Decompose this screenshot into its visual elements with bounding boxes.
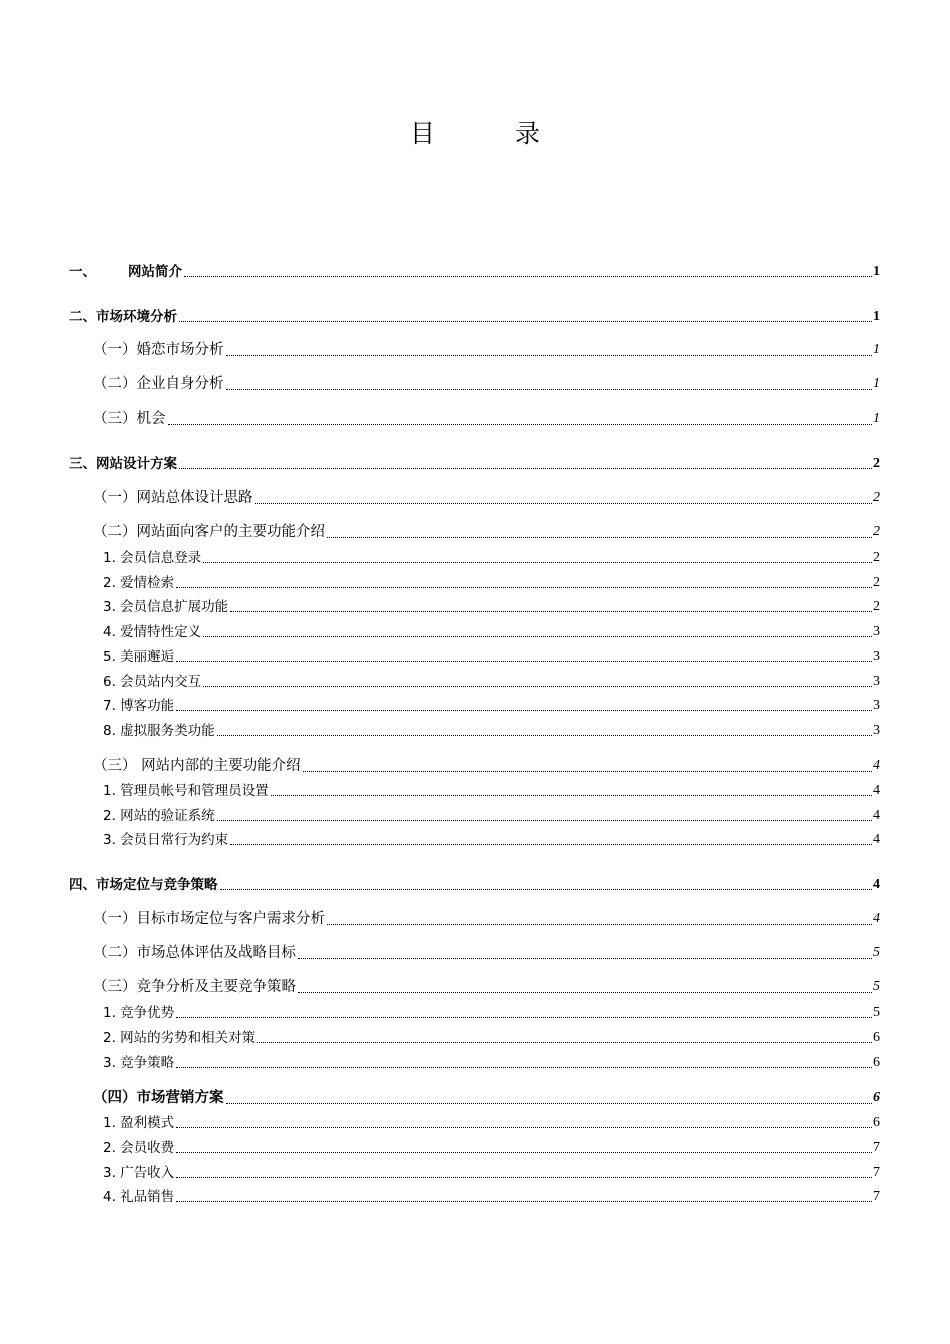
toc-leader-dots <box>220 889 873 890</box>
toc-entry[interactable] <box>103 807 880 825</box>
toc-entry-label: 8. 虚拟服务类功能 <box>103 723 215 739</box>
toc-page-number: 2 <box>873 575 880 590</box>
toc-page-number: 3 <box>873 649 880 664</box>
toc-entry-label: 2. 网站的劣势和相关对策 <box>103 1030 256 1046</box>
toc-page-number: 4 <box>873 758 880 773</box>
toc-entry-label: 3. 会员日常行为约束 <box>103 832 229 848</box>
toc-page-number: 2 <box>873 456 880 471</box>
toc-page-number: 3 <box>873 674 880 689</box>
toc-leader-dots <box>217 820 872 821</box>
toc-leader-dots <box>327 924 872 925</box>
toc-page-number: 6 <box>873 1030 880 1045</box>
toc-entry-label: 四、市场定位与竞争策略 <box>69 877 218 893</box>
toc-page-number: 5 <box>873 1005 880 1020</box>
toc-entry[interactable] <box>69 263 880 281</box>
page-title: 目 录 <box>410 119 576 148</box>
toc-entry[interactable] <box>103 1004 880 1022</box>
toc-leader-dots <box>176 661 872 662</box>
toc-page-number: 1 <box>873 342 880 357</box>
toc-leader-dots <box>230 844 872 845</box>
toc-entry-label: 4. 爱情特性定义 <box>103 624 202 640</box>
toc-leader-dots <box>217 735 872 736</box>
toc-page-number: 1 <box>873 264 880 279</box>
toc-entry-label: 6. 会员站内交互 <box>103 674 202 690</box>
toc-page-number: 4 <box>873 783 880 798</box>
toc-entry[interactable] <box>93 374 880 394</box>
toc-leader-dots <box>179 321 872 322</box>
toc-entry[interactable] <box>93 977 880 997</box>
toc-leader-dots <box>176 1017 872 1018</box>
toc-entry[interactable] <box>93 1088 880 1108</box>
toc-leader-dots <box>298 958 872 959</box>
toc-leader-dots <box>298 992 872 993</box>
toc-page-number: 6 <box>873 1055 880 1070</box>
toc-page-number: 4 <box>873 808 880 823</box>
toc-entry-label: （三）机会 <box>93 411 166 427</box>
toc-page-number: 4 <box>873 911 880 926</box>
toc-entry[interactable] <box>69 876 880 894</box>
toc-leader-dots <box>179 468 872 469</box>
toc-entry-label: （四）市场营销方案 <box>93 1090 224 1106</box>
toc-page-number: 5 <box>873 945 880 960</box>
toc-leader-dots <box>255 503 873 504</box>
toc-page-number: 7 <box>873 1140 880 1155</box>
toc-page-number: 3 <box>873 723 880 738</box>
toc-entry-label: 2. 会员收费 <box>103 1140 175 1156</box>
toc-entry-label: （二）网站面向客户的主要功能介绍 <box>93 524 325 540</box>
toc-page-number: 7 <box>873 1165 880 1180</box>
toc-entry[interactable] <box>103 831 880 849</box>
toc-entry[interactable] <box>103 648 880 666</box>
toc-entry-label: （二）企业自身分析 <box>93 376 224 392</box>
toc-page-number: 6 <box>873 1115 880 1130</box>
toc-entry-label: 3. 竞争策略 <box>103 1055 175 1071</box>
toc-page-number: 7 <box>873 1189 880 1204</box>
toc-leader-dots <box>176 1067 872 1068</box>
toc-entry[interactable] <box>103 1188 880 1206</box>
toc-entry[interactable] <box>69 308 880 326</box>
toc-leader-dots <box>230 611 872 612</box>
toc-entry[interactable] <box>93 756 880 776</box>
toc-entry-label: 2. 网站的验证系统 <box>103 808 215 824</box>
toc-entry-label: （三）竞争分析及主要竞争策略 <box>93 979 296 995</box>
toc-entry[interactable] <box>93 943 880 963</box>
toc-leader-dots <box>176 1127 872 1128</box>
toc-page-number: 1 <box>873 309 880 324</box>
toc-leader-dots <box>176 1177 872 1178</box>
toc-entry[interactable] <box>103 549 880 567</box>
toc-entry[interactable] <box>103 598 880 616</box>
toc-page-number: 2 <box>873 524 880 539</box>
toc-page-number: 4 <box>873 877 880 892</box>
toc-page-number: 2 <box>873 599 880 614</box>
toc-leader-dots <box>226 355 873 356</box>
toc-page-number: 5 <box>873 979 880 994</box>
toc-entry-label: 三、网站设计方案 <box>69 456 177 472</box>
toc-entry[interactable] <box>103 1164 880 1182</box>
toc-leader-dots <box>271 795 872 796</box>
toc-entry-label: 2. 爱情检索 <box>103 575 175 591</box>
toc-entry[interactable] <box>103 782 880 800</box>
toc-entry-label: （一）目标市场定位与客户需求分析 <box>93 911 325 927</box>
toc-leader-dots <box>184 276 872 277</box>
toc-entry-label: 1. 竞争优势 <box>103 1005 175 1021</box>
toc-entry[interactable] <box>103 1029 880 1047</box>
toc-leader-dots <box>303 771 872 772</box>
toc-leader-dots <box>176 710 872 711</box>
toc-page-number: 2 <box>873 490 880 505</box>
toc-entry[interactable] <box>93 488 880 508</box>
toc-entry[interactable] <box>103 623 880 641</box>
toc-leader-dots <box>176 1201 872 1202</box>
toc-leader-dots <box>176 1152 872 1153</box>
toc-leader-dots <box>257 1042 872 1043</box>
toc-entry[interactable] <box>103 1139 880 1157</box>
toc-entry[interactable] <box>93 522 880 542</box>
toc-entry-label: 1. 管理员帐号和管理员设置 <box>103 783 269 799</box>
toc-page-number: 1 <box>873 411 880 426</box>
toc-leader-dots <box>203 562 872 563</box>
toc-entry[interactable] <box>103 574 880 592</box>
toc-entry[interactable] <box>103 1054 880 1072</box>
toc-entry[interactable] <box>93 340 880 360</box>
toc-entry-label: 1. 盈利模式 <box>103 1115 175 1131</box>
toc-leader-dots <box>203 636 872 637</box>
toc-entry[interactable] <box>103 673 880 691</box>
toc-page-number: 1 <box>873 376 880 391</box>
toc-entry-label: 5. 美丽邂逅 <box>103 649 175 665</box>
toc-entry-label: 一、 网站简介 <box>69 264 182 280</box>
toc-entry[interactable] <box>103 1114 880 1132</box>
toc-entry-label: （二）市场总体评估及战略目标 <box>93 945 296 961</box>
toc-entry[interactable] <box>103 697 880 715</box>
toc-entry[interactable] <box>69 455 880 473</box>
toc-leader-dots <box>203 686 872 687</box>
toc-entry-label: 3. 会员信息扩展功能 <box>103 599 229 615</box>
toc-leader-dots <box>176 587 872 588</box>
toc-entry-label: 1. 会员信息登录 <box>103 550 202 566</box>
toc-entry-label: （三） 网站内部的主要功能介绍 <box>93 758 301 774</box>
toc-entry-label: （一）网站总体设计思路 <box>93 490 253 506</box>
toc-leader-dots <box>226 389 873 390</box>
toc-page-number: 3 <box>873 698 880 713</box>
toc-entry-label: 3. 广告收入 <box>103 1165 175 1181</box>
toc-page-number: 6 <box>873 1090 880 1105</box>
toc-leader-dots <box>168 424 873 425</box>
toc-page-number: 3 <box>873 624 880 639</box>
toc-entry-label: 7. 博客功能 <box>103 698 175 714</box>
toc-entry-label: 二、市场环境分析 <box>69 309 177 325</box>
toc-page-number: 2 <box>873 550 880 565</box>
toc-entry-label: （一）婚恋市场分析 <box>93 342 224 358</box>
toc-leader-dots <box>226 1103 873 1104</box>
toc-page-number: 4 <box>873 832 880 847</box>
toc-entry[interactable] <box>93 409 880 429</box>
toc-leader-dots <box>327 537 872 538</box>
toc-entry-label: 4. 礼品销售 <box>103 1189 175 1205</box>
toc-entry[interactable] <box>103 722 880 740</box>
toc-entry[interactable] <box>93 909 880 929</box>
